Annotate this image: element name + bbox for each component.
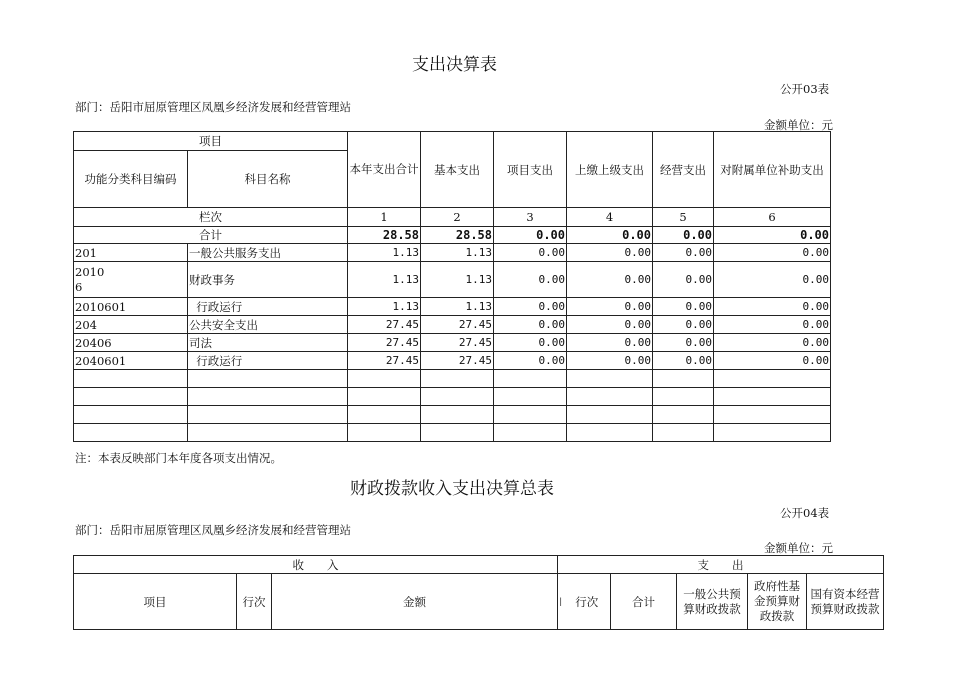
unit-label: 金额单位：元 — [764, 118, 833, 132]
total-value: 28.58 — [421, 227, 494, 244]
column-number: 3 — [494, 208, 567, 227]
column-number: 4 — [567, 208, 653, 227]
total-value: 0.00 — [653, 227, 714, 244]
header-project: 项目支出 — [494, 132, 567, 208]
row-name: 公共安全支出 — [188, 316, 348, 334]
row-name: 司法 — [188, 334, 348, 352]
table-row — [74, 352, 831, 370]
row-value: 1.13 — [421, 244, 494, 262]
header-item: 项目 — [74, 132, 348, 151]
total-value: 0.00 — [494, 227, 567, 244]
total-value: 0.00 — [714, 227, 831, 244]
truncated-mark-icon: | — [559, 597, 563, 606]
row-code: 20406 — [74, 334, 188, 352]
row-value: 0.00 — [567, 316, 653, 334]
row-code: 2040601 — [74, 352, 188, 370]
header-amount: 金额 — [272, 574, 558, 630]
row-name: 行政运行 — [188, 352, 348, 370]
row-value: 0.00 — [714, 244, 831, 262]
table-row — [74, 334, 831, 352]
total-row-label: 合计 — [74, 227, 348, 244]
row-value: 0.00 — [494, 262, 567, 298]
row-value: 0.00 — [714, 298, 831, 316]
form-number: 公开04表 — [780, 506, 830, 520]
row-value: 0.00 — [494, 316, 567, 334]
column-number-label: 栏次 — [74, 208, 348, 227]
row-value: 1.13 — [348, 262, 421, 298]
row-value: 0.00 — [494, 244, 567, 262]
row-code: 201 — [74, 244, 188, 262]
header-upper: 上缴上级支出 — [567, 132, 653, 208]
table-note: 注：本表反映部门本年度各项支出情况。 — [75, 451, 282, 465]
empty-row — [74, 388, 831, 406]
column-number: 1 — [348, 208, 421, 227]
header-government-fund: 政府性基金预算财政拨款 — [748, 574, 807, 630]
row-value: 0.00 — [653, 298, 714, 316]
row-value: 0.00 — [714, 316, 831, 334]
row-name: 一般公共服务支出 — [188, 244, 348, 262]
row-value: 0.00 — [567, 298, 653, 316]
total-value: 0.00 — [567, 227, 653, 244]
table-row — [74, 298, 831, 316]
table-row — [74, 244, 831, 262]
row-value: 0.00 — [714, 352, 831, 370]
row-value: 27.45 — [348, 352, 421, 370]
header-name: 科目名称 — [188, 151, 348, 208]
row-value: 0.00 — [653, 244, 714, 262]
total-value: 28.58 — [348, 227, 421, 244]
row-value: 0.00 — [567, 352, 653, 370]
row-name: 行政运行 — [188, 298, 348, 316]
row-value: 0.00 — [653, 334, 714, 352]
table-row — [74, 316, 831, 334]
expense-header: 支 出 — [558, 556, 884, 574]
header-item: 项目 — [74, 574, 237, 630]
row-value: 27.45 — [348, 334, 421, 352]
row-value: 0.00 — [567, 244, 653, 262]
row-value: 0.00 — [714, 262, 831, 298]
expenditure-table — [73, 131, 831, 442]
row-value: 27.45 — [421, 316, 494, 334]
header-total: 本年支出合计 — [348, 132, 421, 208]
page-title: 支出决算表 — [412, 55, 497, 75]
income-header: 收 入 — [74, 556, 558, 574]
column-number: 5 — [653, 208, 714, 227]
section-title: 财政拨款收入支出决算总表 — [350, 479, 554, 499]
department-label: 部门：岳阳市屈原管理区凤凰乡经济发展和经营管理站 — [75, 100, 351, 114]
column-number: 2 — [421, 208, 494, 227]
row-value: 0.00 — [714, 334, 831, 352]
row-value: 0.00 — [567, 262, 653, 298]
header-code: 功能分类科目编码 — [74, 151, 188, 208]
row-value: 27.45 — [421, 352, 494, 370]
row-value: 1.13 — [348, 244, 421, 262]
empty-row — [74, 424, 831, 442]
row-value: 0.00 — [494, 334, 567, 352]
row-value: 27.45 — [421, 334, 494, 352]
row-code: 2010601 — [74, 298, 188, 316]
row-value: 1.13 — [421, 298, 494, 316]
header-business: 经营支出 — [653, 132, 714, 208]
department-label: 部门：岳阳市屈原管理区凤凰乡经济发展和经营管理站 — [75, 523, 351, 537]
header-general-budget: 一般公共预算财政拨款 — [677, 574, 748, 630]
header-state-capital: 国有资本经营预算财政拨款 — [807, 574, 884, 630]
row-value: 27.45 — [348, 316, 421, 334]
row-value: 0.00 — [567, 334, 653, 352]
row-code: 204 — [74, 316, 188, 334]
header-total: 合计 — [611, 574, 677, 630]
row-code: 2010 6 — [74, 262, 188, 298]
row-value: 0.00 — [494, 298, 567, 316]
row-value: 1.13 — [348, 298, 421, 316]
column-number: 6 — [714, 208, 831, 227]
empty-row — [74, 370, 831, 388]
header-line: 行次 — [237, 574, 272, 630]
row-value: 1.13 — [421, 262, 494, 298]
header-line-2: 行次 — [564, 574, 611, 630]
row-value: 0.00 — [653, 316, 714, 334]
row-value: 0.00 — [494, 352, 567, 370]
header-subsidy: 对附属单位补助支出 — [714, 132, 831, 208]
fiscal-summary-table — [73, 555, 884, 630]
row-name: 财政事务 — [188, 262, 348, 298]
empty-row — [74, 406, 831, 424]
row-value: 0.00 — [653, 352, 714, 370]
unit-label: 金额单位：元 — [764, 541, 833, 555]
header-basic: 基本支出 — [421, 132, 494, 208]
row-value: 0.00 — [653, 262, 714, 298]
form-number: 公开03表 — [780, 82, 830, 96]
table-row — [74, 262, 831, 298]
